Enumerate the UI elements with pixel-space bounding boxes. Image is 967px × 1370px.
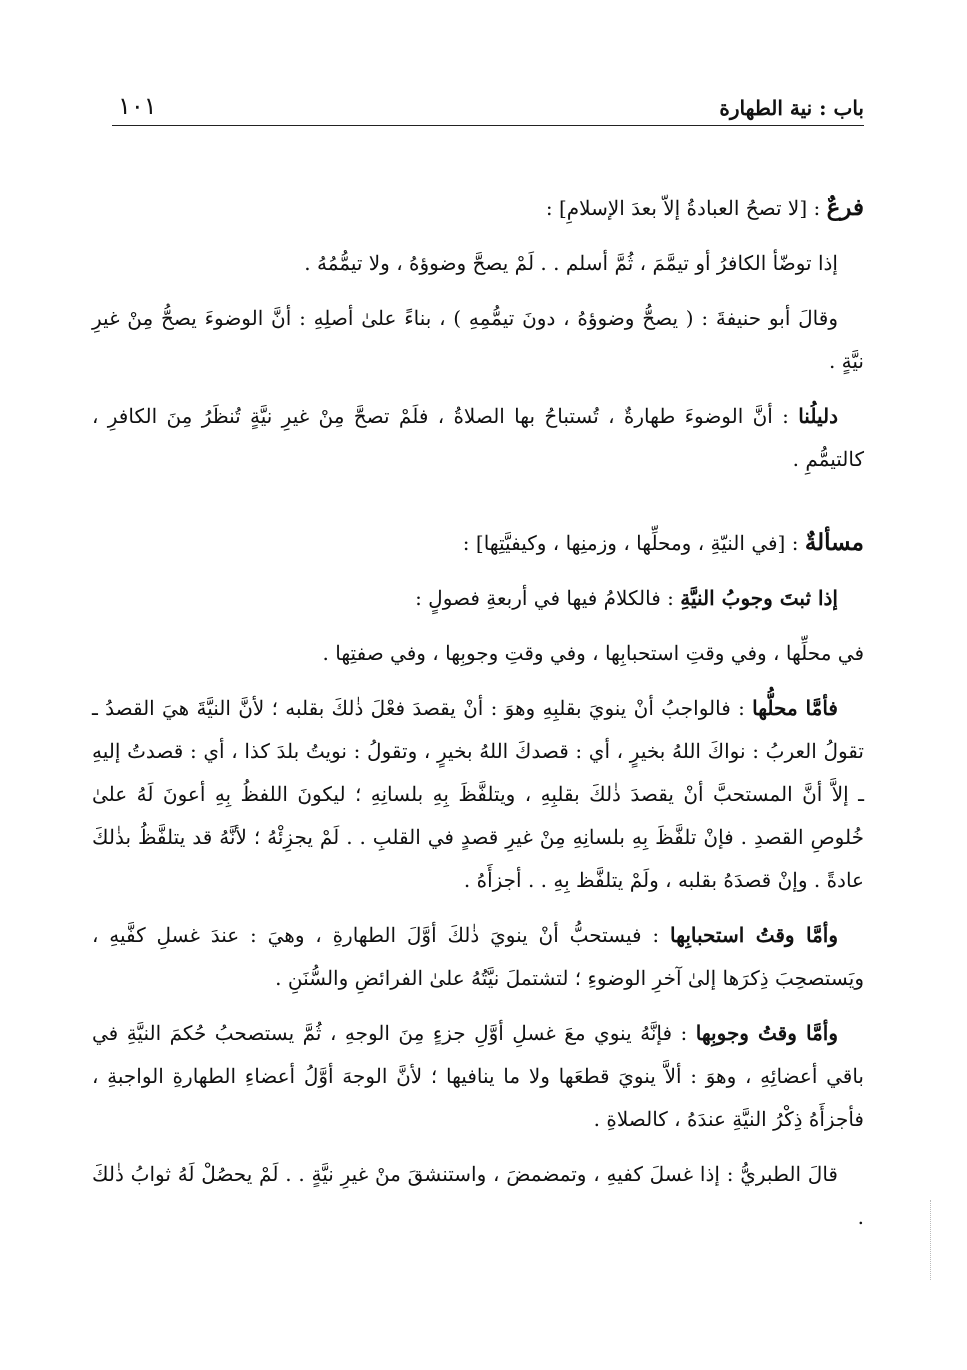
paragraph-text: : فالكلامُ فيها في أربعةِ فصولٍ : xyxy=(415,586,681,610)
paragraph-far-heading xyxy=(92,186,864,230)
paragraph-recommended-time xyxy=(92,914,864,1000)
paragraph-lead: وأمَّا وقتُ وجوبِها xyxy=(695,1021,838,1045)
paragraph-lead: فأمَّا محلُّها xyxy=(752,696,838,720)
paragraph xyxy=(92,242,864,285)
paragraph-lead: إذا ثبتَ وجوبُ النيَّةِ xyxy=(680,586,838,610)
paragraph-text: قالَ الطبريُّ : إذا غسلَ كفيهِ ، وتمضمضَ ، واستنشقَ منْ غيرِ نيَّةٍ . . لَمْ يحصُلْ لَهُ ثوابُ ذٰلكَ . xyxy=(92,1162,864,1229)
page-header xyxy=(112,82,864,126)
margin-mark xyxy=(930,1200,932,1280)
paragraph-text: : [لا تصحُ العبادةُ إلاّ بعدَ الإسلامِ] : xyxy=(545,196,827,220)
paragraph-obligatory-time xyxy=(92,1012,864,1141)
evidence-label: دليلُنا xyxy=(798,404,838,428)
paragraph xyxy=(92,297,864,383)
paragraph-text: في محلِّها ، وفي وقتِ استحبابِها ، وفي وقتِ وجوبِها ، وفي صفتِها . xyxy=(322,641,864,665)
masala-label: مسألةٌ xyxy=(804,529,864,556)
page-number: ١٠١ xyxy=(118,92,157,120)
chapter-title: باب : نية الطهارة xyxy=(719,96,864,120)
paragraph-evidence xyxy=(92,395,864,481)
body-text xyxy=(92,186,864,1251)
paragraph-lead: وأمَّا وقتُ استحبابِها xyxy=(670,923,838,947)
paragraph xyxy=(92,632,864,675)
far-label: فرعٌ xyxy=(826,194,864,221)
paragraph-text: : فيستحبُّ أنْ ينويَ ذٰلكَ أوَّلَ الطهارةِ ، وهيَ : عندَ غسلِ كفَّيهِ ، ويَستصحِبَ ذِكرَها إلىٰ آخرِ الوضوءِ ؛ لتشتملَ نيَّتُهُ علىٰ الفرائضِ والسُّنَنِ . xyxy=(92,923,864,990)
paragraph xyxy=(92,577,864,620)
paragraph-text: إذا توضّأ الكافرُ أو تيمَّمَ ، ثُمَّ أسلم . . لَمْ يصحَّ وضوؤهُ ، ولا تيمُّمُهُ . xyxy=(304,251,838,275)
paragraph xyxy=(92,1153,864,1239)
paragraph-text: : [في النيّةِ ، ومحلِّها ، وزمنِها ، وكيفيَّتِها] : xyxy=(462,531,805,555)
paragraph-text: : أنَّ الوضوءَ طهارةٌ ، تُستباحُ بها الصلاةُ ، فلَمْ تصحَّ مِنْ غيرِ نيَّةٍ تُنظَرُ مِنَ الكافرِ ، كالتيمُّمِ . xyxy=(92,404,864,471)
paragraph-place xyxy=(92,687,864,902)
header-divider xyxy=(112,125,864,126)
paragraph-masala-heading xyxy=(92,521,864,565)
paragraph-text: وقالَ أبو حنيفةَ : ( يصحُّ وضوؤهُ ، دونَ تيمُّمِهِ ) ، بناءً علىٰ أصلِهِ : أنَّ الوضوءَ يصحُّ مِنْ غيرِ نيَّةٍ . xyxy=(92,306,864,373)
paragraph-text: : فالواجبُ أنْ ينويَ بقلبِهِ وهوَ : أنْ يقصدَ فعْلَ ذٰلكَ بقلبه ؛ لأنَّ النيَّةَ هيَ القصدُ ـ تقولُ العربُ : نواكَ اللهُ بخيرٍ ، أي : قصدكَ اللهُ بخيرٍ ، وتقولُ : نويتُ بلدَ كذا ، أي : قصدتُ إليهِ ـ إلاَّ أنَّ المستحبَّ أنْ يقصدَ ذٰلكَ بقلبِهِ ، ويتلفَّظَ بِهِ بلسانِهِ ؛ ليكونَ اللفظُ بِهِ أعونَ لَهُ علىٰ خُلوصِ القصدِ . فإنْ تلفَّظَ بِهِ بلسانِهِ مِنْ غيرِ قصدٍ في القلبِ . . لَمْ يجزِئْهُ ؛ لأنَّهُ قد يتلفَّظُ بذٰلكَ عادةً . وإنْ قصدَهُ بقلبه ، ولَمْ يتلفَّظ بِهِ . . أجزأَهُ . xyxy=(92,696,864,892)
paragraph-text: : فإنَّهُ ينوي معَ غسلِ أوَّلِ جزءٍ مِنَ الوجهِ ، ثُمَّ يستصحبُ حُكمَ النيَّةِ في باقي أعضائِهِ ، وهوَ : ألاَّ ينويَ قطعَها ولا ما ينافيها ؛ لأنَّ الوجهَ أوَّلُ أعضاءِ الطهارةِ الواجبةِ ، فأجزأَهُ ذِكْرُ النيَّةِ عندَهُ ، كالصلاةِ . xyxy=(92,1021,864,1131)
